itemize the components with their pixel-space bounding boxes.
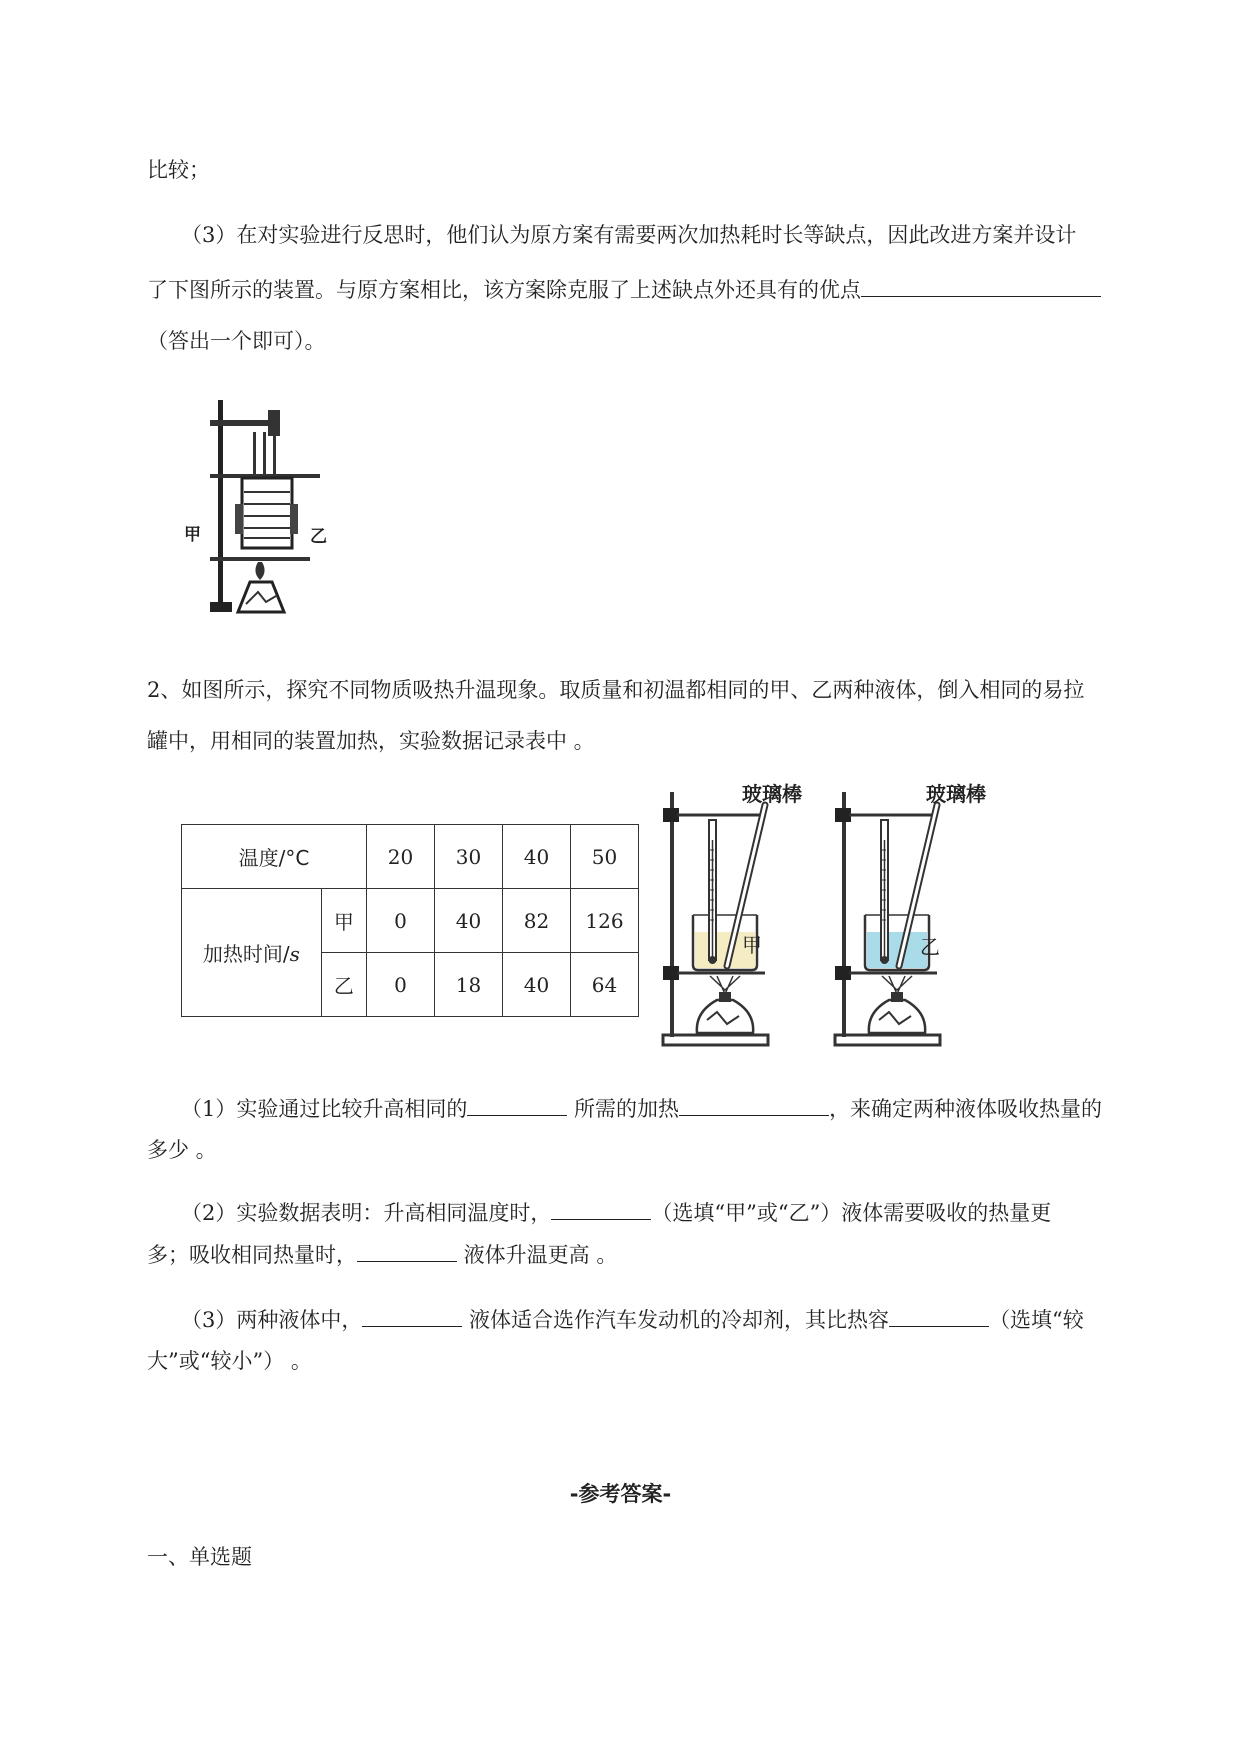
sub-question-1-line-2: 多少 。 xyxy=(147,1138,217,1162)
table-cell: 40 xyxy=(503,825,571,889)
table-cell: 40 xyxy=(503,953,571,1017)
setup-a xyxy=(663,792,768,1045)
sub-3-text-b: 液体适合选作汽车发动机的冷却剂，其比热容 xyxy=(462,1308,890,1332)
table-header-heating-time xyxy=(182,889,322,1017)
sub-2-text-d: 液体升温更高 。 xyxy=(457,1243,618,1267)
table-row-temperature xyxy=(182,825,639,889)
sub-2-text-b: （选填“甲”或“乙”）液体需要吸收的热量更 xyxy=(651,1201,1052,1225)
table-header-temperature: 温度/°C xyxy=(182,825,367,889)
answers-heading: -参考答案- xyxy=(569,1482,672,1506)
apparatus-figure-1 xyxy=(180,392,340,622)
figure-1-label-a: 甲 xyxy=(184,525,201,545)
question-3-text: 了下图所示的装置。与原方案相比，该方案除克服了上述缺点外还具有的优点 xyxy=(147,278,861,302)
table-cell: 82 xyxy=(503,889,571,953)
setup-b xyxy=(835,792,940,1045)
table-cell: 40 xyxy=(435,889,503,953)
question-3-line-2 xyxy=(147,274,1101,305)
table-row-label-b: 乙 xyxy=(321,953,366,1017)
table-cell: 0 xyxy=(367,889,435,953)
answer-blank[interactable] xyxy=(889,1304,989,1327)
question-2-line-1: 2、如图所示，探究不同物质吸热升温现象。取质量和初温都相同的甲、乙两种液体，倒入相同的易拉 xyxy=(147,678,1085,702)
sub-1-text-a: （1）实验通过比较升高相同的 xyxy=(181,1097,468,1121)
table-cell: 126 xyxy=(571,889,639,953)
sub-3-text-c: （选填“较 xyxy=(989,1308,1084,1332)
table-cell: 20 xyxy=(367,825,435,889)
question-3-line-1: （3）在对实验进行反思时，他们认为原方案有需要两次加热耗时长等缺点，因此改进方案并设计 xyxy=(181,223,1077,247)
data-table xyxy=(181,824,639,1017)
sub-2-text-a: （2）实验数据表明：升高相同温度时， xyxy=(181,1201,552,1225)
sub-1-text-b: 所需的加热 xyxy=(567,1097,680,1121)
liquid-label-a: 甲 xyxy=(742,933,762,957)
answer-blank[interactable] xyxy=(861,274,1101,297)
table-cell: 30 xyxy=(435,825,503,889)
sub-2-text-c: 多；吸收相同热量时， xyxy=(147,1243,357,1267)
table-row-a xyxy=(182,889,639,953)
glass-rod-label-a: 玻璃棒 xyxy=(742,782,802,806)
liquid-label-b: 乙 xyxy=(920,935,940,959)
sub-question-2-line-2 xyxy=(147,1239,617,1270)
text-line: 比较； xyxy=(147,158,210,182)
sub-question-1-line-1 xyxy=(181,1093,1102,1124)
sub-question-3-line-2: 大”或“较小”） 。 xyxy=(147,1349,312,1373)
heating-time-label: 加热时间/ xyxy=(202,942,290,966)
answer-blank[interactable] xyxy=(357,1239,457,1262)
heating-time-unit: s xyxy=(289,942,300,966)
sub-1-text-c: ，来确定两种液体吸收热量的 xyxy=(829,1097,1103,1121)
table-cell: 0 xyxy=(367,953,435,1017)
table-cell: 18 xyxy=(435,953,503,1017)
table-cell: 50 xyxy=(571,825,639,889)
section-title: 一、单选题 xyxy=(147,1545,252,1569)
answer-blank[interactable] xyxy=(679,1093,829,1116)
answer-blank[interactable] xyxy=(362,1304,462,1327)
table-cell: 64 xyxy=(571,953,639,1017)
table-row-label-a: 甲 xyxy=(321,889,366,953)
apparatus-figure-2 xyxy=(655,780,975,1065)
sub-3-text-a: （3）两种液体中， xyxy=(181,1308,363,1332)
figure-1-label-b: 乙 xyxy=(310,527,327,547)
question-2-line-2: 罐中，用相同的装置加热，实验数据记录表中 。 xyxy=(147,729,595,753)
glass-rod-label-b: 玻璃棒 xyxy=(926,782,986,806)
sub-question-2-line-1 xyxy=(181,1197,1051,1228)
sub-question-3-line-1 xyxy=(181,1304,1084,1335)
answer-blank[interactable] xyxy=(551,1197,651,1220)
question-3-line-3: （答出一个即可）。 xyxy=(147,329,326,353)
answer-blank[interactable] xyxy=(467,1093,567,1116)
